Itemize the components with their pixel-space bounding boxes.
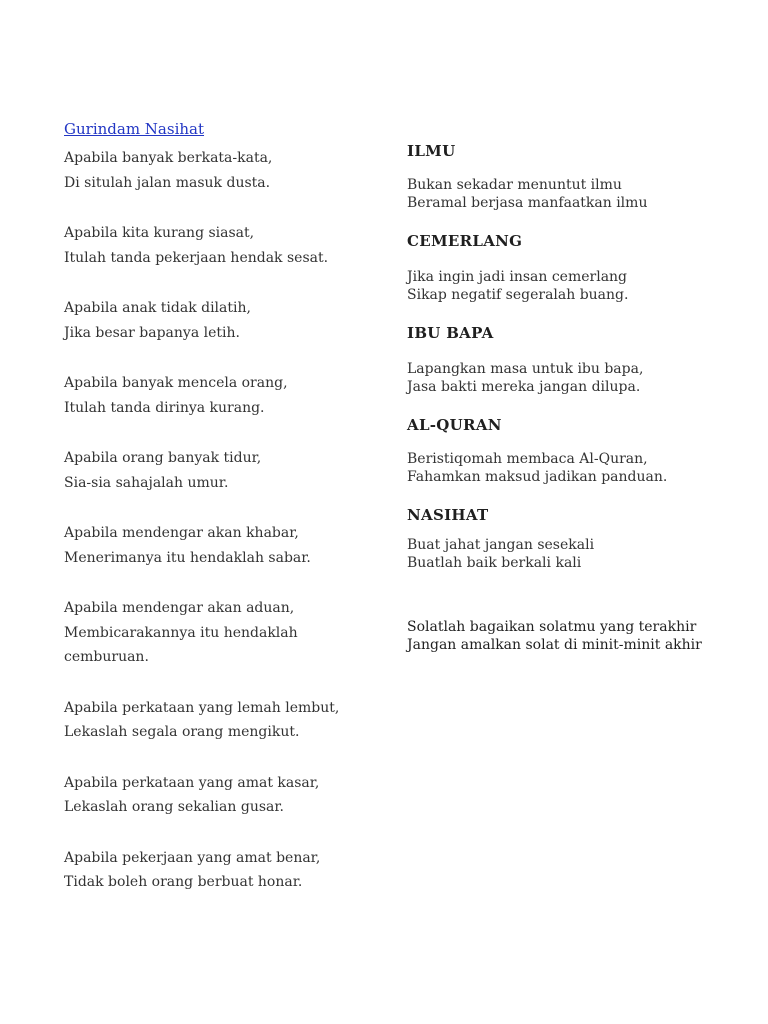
section-line: Fahamkan maksud jadikan panduan. — [407, 469, 668, 485]
closing-line: Solatlah bagaikan solatmu yang terakhir — [407, 619, 697, 635]
section-nasihat — [407, 504, 747, 572]
section-line: Lapangkan masa untuk ibu bapa, — [407, 361, 644, 377]
stanza — [64, 771, 364, 820]
stanza-line: Apabila pekerjaan yang amat benar, — [64, 849, 321, 866]
stanza-line: Tidak boleh orang berbuat honar. — [64, 874, 303, 890]
section-heading: AL-QURAN — [407, 416, 502, 434]
stanza-line: Apabila anak tidak dilatih, — [64, 300, 251, 316]
stanza-line: Lekaslah segala orang mengikut. — [64, 724, 300, 740]
section-body — [407, 268, 747, 304]
stanza-line: Apabila banyak mencela orang, — [64, 375, 288, 391]
stanza-line: Membicarakannya itu hendaklah — [64, 624, 298, 641]
section-heading: ILMU — [407, 142, 456, 160]
stanza — [64, 596, 364, 670]
stanza-line: Apabila banyak berkata-kata, — [64, 150, 273, 166]
closing-verse — [407, 618, 747, 654]
section-ibu-bapa — [407, 322, 747, 396]
stanza-line: Apabila orang banyak tidur, — [64, 450, 262, 466]
stanza — [64, 296, 364, 345]
stanza — [64, 846, 364, 895]
stanza-line: Apabila perkataan yang amat kasar, — [64, 774, 320, 791]
stanza-line: Apabila kita kurang siasat, — [64, 225, 255, 241]
stanza-line: Apabila mendengar akan aduan, — [64, 600, 295, 616]
gurindam-title-link[interactable]: Gurindam Nasihat — [64, 120, 205, 138]
stanza — [64, 446, 364, 495]
stanza — [64, 521, 364, 570]
section-ilmu — [407, 140, 747, 212]
stanza — [64, 146, 364, 195]
stanza — [64, 371, 364, 420]
themes-column — [407, 140, 747, 654]
section-line: Buatlah baik berkali kali — [407, 555, 582, 571]
stanza-line: Jika besar bapanya letih. — [64, 324, 240, 341]
section-al-quran — [407, 414, 747, 486]
stanza-line: Sia-sia sahajalah umur. — [64, 474, 229, 491]
section-line: Bukan sekadar menuntut ilmu — [407, 177, 622, 193]
section-line: Buat jahat jangan sesekali — [407, 537, 595, 553]
section-heading: IBU BAPA — [407, 324, 494, 342]
stanza-line: Itulah tanda dirinya kurang. — [64, 399, 265, 416]
section-body — [407, 360, 747, 396]
section-line: Jika ingin jadi insan cemerlang — [407, 269, 628, 285]
section-body — [407, 450, 747, 486]
stanza-line: Lekaslah orang sekalian gusar. — [64, 799, 284, 815]
section-body — [407, 176, 747, 212]
stanza — [64, 696, 364, 745]
section-line: Beristiqomah membaca Al-Quran, — [407, 451, 648, 467]
section-body — [407, 536, 747, 572]
section-cemerlang — [407, 230, 747, 304]
section-heading: NASIHAT — [407, 506, 489, 524]
section-heading: CEMERLANG — [407, 232, 523, 250]
section-line: Sikap negatif segeralah buang. — [407, 287, 629, 303]
gurindam-column — [64, 118, 364, 921]
stanza-line: Menerimanya itu hendaklah sabar. — [64, 549, 311, 566]
section-line: Jasa bakti mereka jangan dilupa. — [407, 379, 641, 395]
stanza-line: Itulah tanda pekerjaan hendak sesat. — [64, 249, 329, 266]
closing-line: Jangan amalkan solat di minit-minit akhir — [407, 637, 702, 653]
stanza-line: cemburuan. — [64, 649, 149, 665]
stanza-line: Di situlah jalan masuk dusta. — [64, 174, 271, 191]
section-line: Beramal berjasa manfaatkan ilmu — [407, 195, 648, 211]
stanza-line: Apabila mendengar akan khabar, — [64, 525, 299, 541]
stanza-line: Apabila perkataan yang lemah lembut, — [64, 699, 340, 716]
stanza — [64, 221, 364, 270]
